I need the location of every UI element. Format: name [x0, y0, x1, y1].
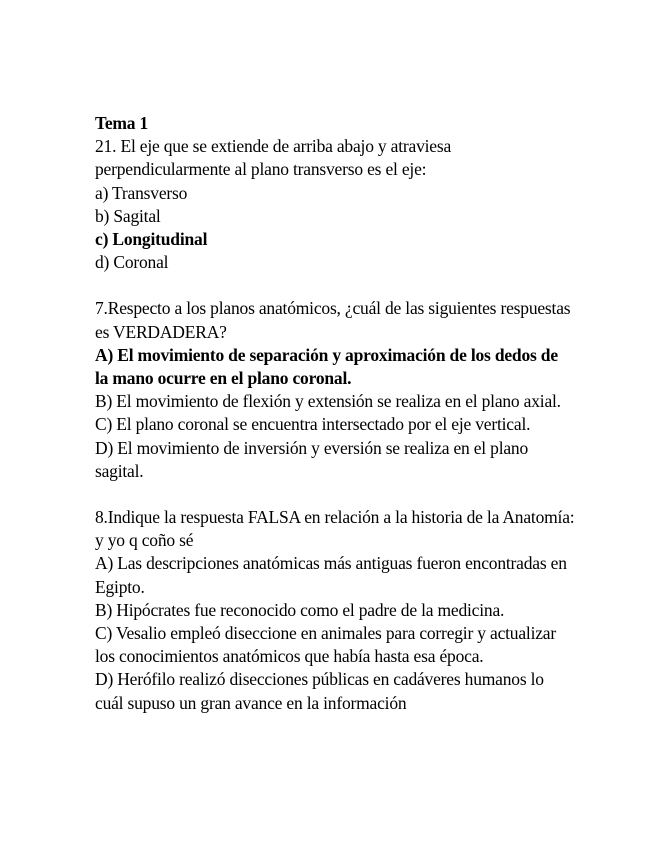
- option-c: C) Vesalio empleó diseccione en animales para corregir y actualizar los conocimientos anatómicos que había hasta esa época.: [95, 623, 556, 667]
- question-8: [95, 506, 575, 715]
- option-a: a) Transverso: [95, 182, 188, 203]
- option-a-correct: A) El movimiento de separación y aproximación de los dedos de la mano ocurre en el plano coronal.: [95, 344, 558, 389]
- option-a: A) Las descripciones anatómicas más antiguas fueron encontradas en Egipto.: [95, 553, 567, 597]
- option-c: C) El plano coronal se encuentra intersectado por el eje vertical.: [95, 414, 531, 435]
- option-c-correct: c) Longitudinal: [95, 229, 208, 250]
- section-title: Tema 1: [95, 113, 149, 133]
- spacer: [95, 483, 575, 506]
- option-d: D) El movimiento de inversión y eversión se realiza en el plano sagital.: [95, 437, 529, 481]
- spacer: [95, 274, 575, 297]
- question-21: [95, 135, 575, 274]
- option-b: B) El movimiento de flexión y extensión se realiza en el plano axial.: [95, 391, 561, 412]
- option-d: d) Coronal: [95, 252, 169, 273]
- document-page: [95, 112, 575, 715]
- option-b: B) Hipócrates fue reconocido como el padre de la medicina.: [95, 599, 505, 620]
- option-d: D) Herófilo realizó disecciones públicas en cadáveres humanos lo cuál supuso un gran avance en la información: [95, 669, 544, 713]
- question-stem: 21. El eje que se extiende de arriba abajo y atraviesa perpendicularmente al plano transverso es el eje:: [95, 136, 452, 180]
- question-stem: 8.Indique la respuesta FALSA en relación a la historia de la Anatomía: y yo q coño sé: [95, 507, 575, 551]
- question-7: [95, 297, 575, 483]
- option-b: b) Sagital: [95, 205, 161, 226]
- question-stem: 7.Respecto a los planos anatómicos, ¿cuál de las siguientes respuestas es VERDADERA?: [95, 298, 571, 342]
